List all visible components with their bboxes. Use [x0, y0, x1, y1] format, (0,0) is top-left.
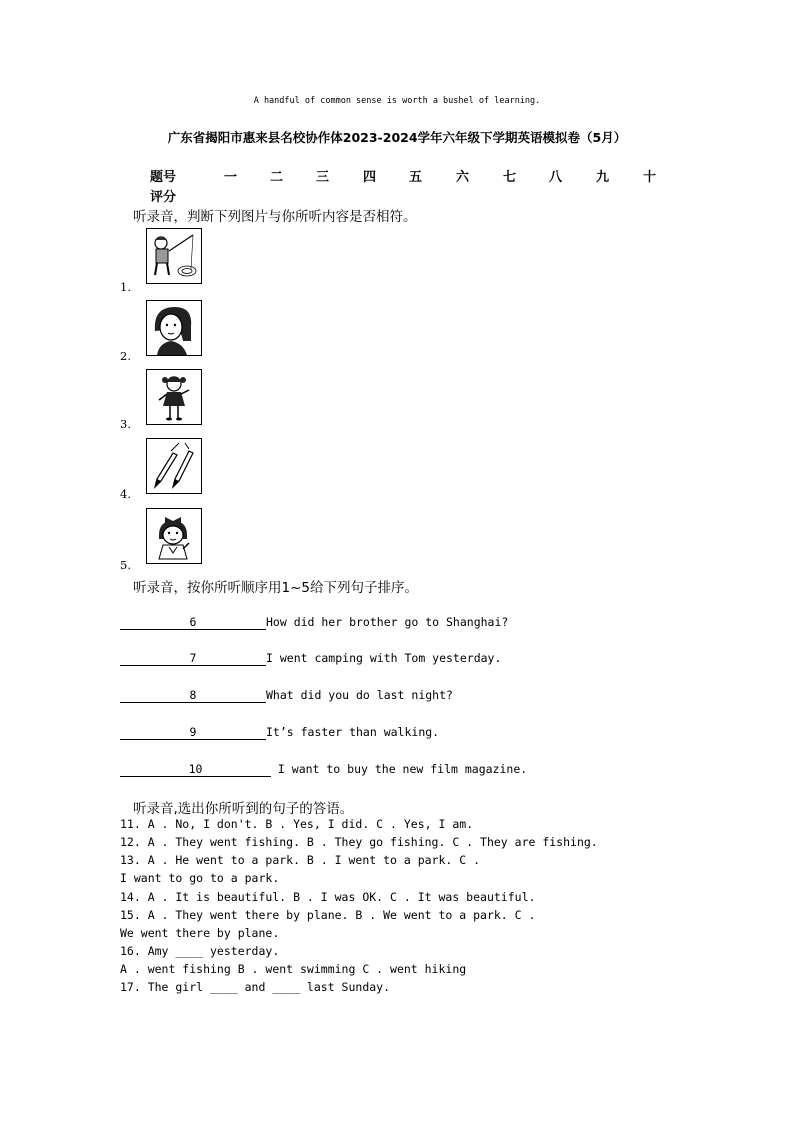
ordering-sentence: What did you do last night?: [266, 688, 453, 702]
question-line: 12. A . They went fishing. B . They go fishing. C . They are fishing.: [120, 835, 598, 849]
ordering-item: [120, 762, 527, 777]
answer-blank[interactable]: 8: [120, 688, 266, 703]
item-number: 3.: [120, 417, 131, 431]
question-line: A . went fishing B . went swimming C . went hiking: [120, 962, 467, 976]
score-column: 八: [549, 170, 563, 185]
ordering-item: [120, 688, 453, 703]
score-column: 十: [643, 170, 657, 185]
ordering-sentence: It’s faster than walking.: [266, 725, 440, 739]
question-line: 14. A . It is beautiful. B . I was OK. C . It was beautiful.: [120, 890, 536, 904]
answer-blank[interactable]: 10: [120, 762, 271, 777]
question-line: We went there by plane.: [120, 926, 280, 940]
item-number: 2.: [120, 349, 131, 363]
score-column: 一: [224, 170, 238, 185]
score-row-label-2: 评分: [150, 190, 177, 205]
section3-instruction: 听录音,选出你所听到的句子的答语。: [133, 801, 354, 817]
item-number: 1.: [120, 280, 131, 294]
motto: A handful of common sense is worth a bushel of learning.: [253, 96, 541, 106]
pencils-icon: [146, 438, 202, 494]
ordering-item: [120, 725, 439, 740]
score-column: 五: [409, 170, 423, 185]
answer-blank[interactable]: 7: [120, 651, 266, 666]
score-column: 九: [596, 170, 610, 185]
ordering-sentence: How did her brother go to Shanghai?: [266, 615, 509, 629]
fishing-boy-icon: [146, 228, 202, 284]
question-line: 15. A . They went there by plane. B . We went to a park. C .: [120, 908, 536, 922]
score-column: 三: [316, 170, 330, 185]
dancing-girl-icon: [146, 369, 202, 425]
score-row-label: 题号: [150, 170, 177, 185]
question-line: 17. The girl ____ and ____ last Sunday.: [120, 980, 391, 994]
answer-blank[interactable]: 6: [120, 615, 266, 630]
ordering-item: [120, 615, 508, 630]
score-column: 六: [456, 170, 470, 185]
girl-with-bow-icon: [146, 508, 202, 564]
answer-blank[interactable]: 9: [120, 725, 266, 740]
ordering-sentence: I want to buy the new film magazine.: [271, 762, 528, 776]
score-column: 七: [503, 170, 517, 185]
page-title: 广东省揭阳市惠来县名校协作体2023-2024学年六年级下学期英语模拟卷（5月）: [167, 130, 627, 145]
question-line: 16. Amy ____ yesterday.: [120, 944, 280, 958]
ordering-sentence: I went camping with Tom yesterday.: [266, 651, 502, 665]
question-line: I want to go to a park.: [120, 871, 280, 885]
item-number: 4.: [120, 487, 131, 501]
thinking-girl-icon: [146, 300, 202, 356]
item-number: 5.: [120, 558, 131, 572]
score-column: 四: [363, 170, 377, 185]
question-line: 11. A . No, I don't. B . Yes, I did. C . Yes, I am.: [120, 817, 474, 831]
section1-instruction: 听录音，判断下列图片与你所听内容是否相符。: [133, 209, 417, 225]
question-line: 13. A . He went to a park. B . I went to a park. C .: [120, 853, 481, 867]
section2-instruction: 听录音，按你所听顺序用1~5给下列句子排序。: [133, 580, 418, 596]
score-column: 二: [270, 170, 284, 185]
ordering-item: [120, 651, 501, 666]
